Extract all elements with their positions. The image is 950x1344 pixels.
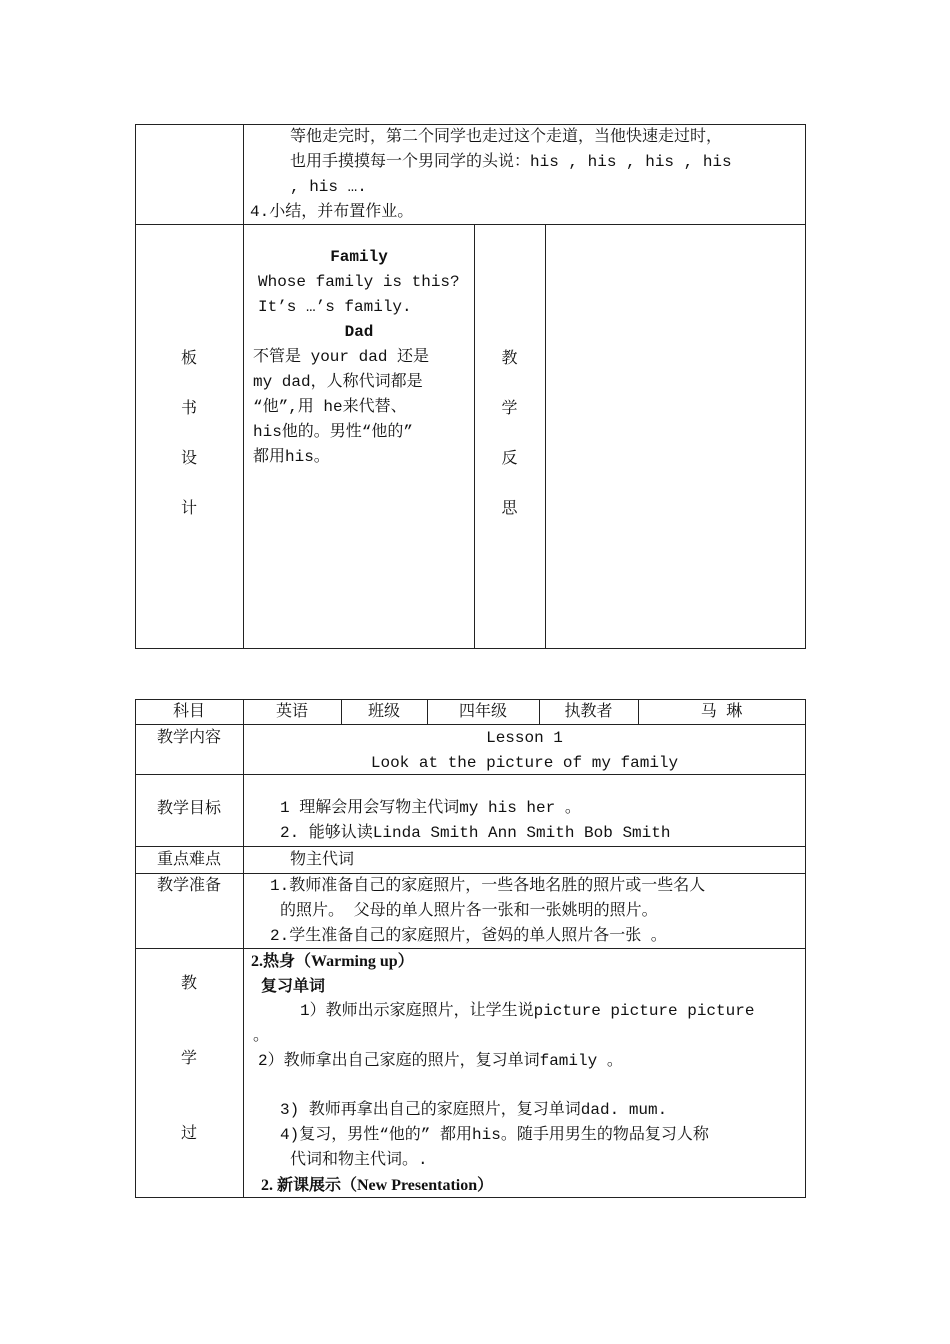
board-answer: It’s …’s family.: [258, 298, 412, 316]
process-label: 教 学 过: [180, 973, 197, 1142]
board-note-1: 不管是 your dad 还是: [253, 348, 430, 366]
class-value: 四年级: [458, 703, 507, 721]
board-note-2: my dad，人称代词都是: [253, 373, 423, 391]
key-points-value: 物主代词: [290, 851, 355, 869]
lesson-number: Lesson 1: [486, 729, 563, 747]
board-question: Whose family is this?: [258, 273, 460, 291]
goals-label: 教学目标: [156, 800, 221, 818]
board-note-3: “他”,用 he来代替、: [253, 398, 407, 416]
content-label: 教学内容: [156, 729, 221, 747]
reflection-label: 教 学 反 思: [501, 348, 518, 517]
activity-line-3: , his ….: [290, 178, 367, 196]
key-points-label: 重点难点: [156, 851, 221, 869]
presentation-heading: 2. 新课展示（New Presentation）: [261, 1177, 494, 1194]
process-step-1: 1）教师出示家庭照片，让学生说picture picture picture: [300, 1002, 755, 1020]
board-subtitle: Dad: [344, 323, 374, 341]
summary-line: 4.小结，并布置作业。: [250, 203, 414, 221]
board-note-5: 都用his。: [253, 448, 330, 466]
subject-value: 英语: [275, 703, 308, 721]
teacher-value: 马 琳: [700, 703, 743, 721]
activity-line-2: 也用手摸摸每一个男同学的头说：his , his , his , his: [290, 153, 732, 171]
activity-line-1: 等他走完时，第二个同学也走过这个走道，当他快速走过时，: [290, 128, 723, 146]
board-note-4: his他的。男性“他的”: [253, 423, 414, 441]
goal-1: 1 理解会用会写物主代词my his her 。: [280, 799, 581, 817]
teacher-label: 执教者: [564, 703, 613, 721]
board-title: Family: [330, 248, 388, 266]
board-design-label: 板 书 设 计: [180, 348, 197, 517]
process-step-1-end: 。: [253, 1027, 270, 1045]
goal-2: 2. 能够认读Linda Smith Ann Smith Bob Smith: [280, 824, 671, 842]
subject-label: 科目: [172, 703, 205, 721]
process-step-3: 3) 教师再拿出自己的家庭照片，复习单词dad. mum.: [280, 1101, 668, 1119]
class-label: 班级: [367, 703, 400, 721]
lesson-title: Look at the picture of my family: [370, 754, 679, 772]
process-step-2: 2）教师拿出自己家庭的照片，复习单词family 。: [258, 1052, 623, 1070]
process-step-4: 4)复习，男性“他的” 都用his。随手用男生的物品复习人称: [280, 1126, 709, 1144]
review-words-heading: 复习单词: [261, 978, 326, 995]
preparation-line-1: 1.教师准备自己的家庭照片，一些各地名胜的照片或一些名人: [270, 877, 706, 895]
process-step-4-cont: 代词和物主代词。.: [290, 1151, 428, 1169]
preparation-label: 教学准备: [156, 877, 221, 895]
warmup-heading: 2.热身（Warming up）: [251, 953, 414, 970]
preparation-line-2: 的照片。 父母的单人照片各一张和一张姚明的照片。: [280, 902, 658, 920]
preparation-line-3: 2.学生准备自己的家庭照片，爸妈的单人照片各一张 。: [270, 927, 667, 945]
